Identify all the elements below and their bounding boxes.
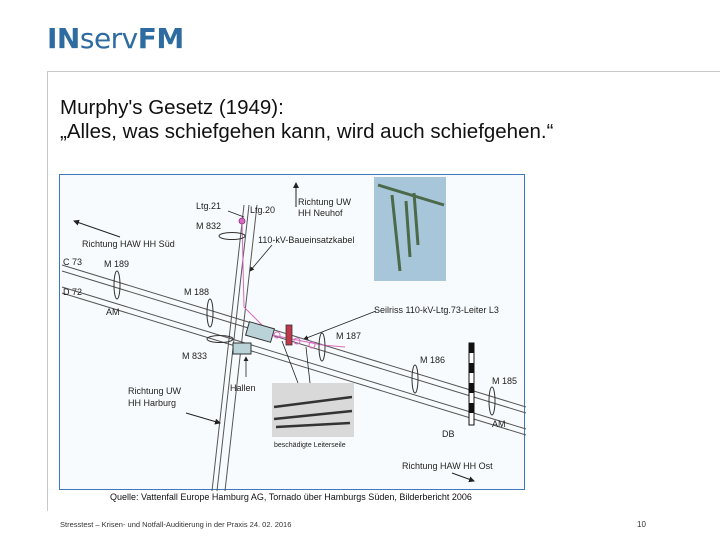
label-baueinsatzkabel: 110-kV-Baueinsatzkabel	[258, 235, 355, 245]
leader-ltg21	[228, 211, 244, 217]
arrow-uw-harburg	[186, 413, 220, 423]
break-marker	[286, 325, 292, 345]
label-richtung-uw-harburg-1: Richtung UW	[128, 386, 182, 396]
arrow-haw-ost	[452, 473, 474, 481]
label-d72: D 72	[63, 287, 83, 297]
railway-db-seg-2	[469, 363, 474, 373]
label-m186: M 186	[420, 355, 446, 365]
mast-m188	[207, 299, 213, 327]
photo-leiterseile	[272, 383, 354, 437]
label-richtung-uw-harburg-2: HH Harburg	[128, 398, 177, 408]
inservfm-logo	[47, 22, 184, 56]
label-m833: M 833	[182, 351, 208, 361]
mast-m832-point	[239, 218, 245, 224]
label-ltg20: Ltg.20	[250, 205, 276, 215]
title-line-2: „Alles, was schiefgehen kann, wird auch schiefgehen.“	[60, 120, 554, 143]
incident-diagram	[59, 174, 525, 490]
logo-prefix: IN	[47, 22, 80, 55]
mast-m185	[489, 387, 495, 415]
label-am-left: AM	[106, 307, 120, 317]
hallen-building-2	[233, 343, 251, 354]
label-c73: C 73	[63, 257, 83, 267]
left-divider	[47, 71, 48, 511]
photo-seilriss	[374, 177, 446, 281]
arrow-haw-sued	[74, 221, 120, 237]
label-hallen: Hallen	[230, 383, 256, 393]
label-beschaedigte-leiterseile: beschädigte Leiterseile	[274, 442, 346, 449]
mast-m832	[219, 233, 245, 240]
logo-middle: serv	[79, 22, 138, 55]
label-richtung-uw-neuhof-1: Richtung UW	[298, 197, 352, 207]
figure-caption: Quelle: Vattenfall Europe Hamburg AG, Tornado über Hamburgs Süden, Bilderbericht 2006	[110, 492, 472, 502]
logo-suffix: FM	[137, 22, 184, 55]
leader-leiterseile-2	[306, 347, 310, 383]
label-m187: M 187	[336, 331, 362, 341]
label-m185: M 185	[492, 376, 518, 386]
railway-db-seg-4	[469, 403, 474, 413]
label-richtung-haw-ost: Richtung HAW HH Ost	[402, 461, 493, 471]
label-m188: M 188	[184, 287, 210, 297]
label-db: DB	[442, 429, 455, 439]
footer-text: Stresstest – Krisen- und Notfall-Auditierung in der Praxis 24. 02. 2016	[60, 520, 292, 529]
diagram-canvas	[60, 175, 526, 491]
label-richtung-uw-neuhof-2: HH Neuhof	[298, 208, 343, 218]
label-m189: M 189	[104, 259, 130, 269]
page-number: 10	[637, 520, 646, 529]
mast-m187	[319, 333, 325, 361]
header-divider	[47, 71, 720, 72]
railway-db-seg-3	[469, 383, 474, 393]
title-line-1: Murphy's Gesetz (1949):	[60, 96, 284, 119]
leader-leiterseile-1	[282, 341, 298, 383]
railway-db-seg-1	[469, 343, 474, 353]
slide-title	[60, 96, 553, 144]
hallen-building-1	[246, 322, 275, 343]
label-richtung-haw-sued: Richtung HAW HH Süd	[82, 239, 175, 249]
mast-m189	[114, 271, 120, 299]
leader-baueinsatzkabel	[250, 245, 272, 271]
label-ltg21: Ltg.21	[196, 201, 222, 211]
label-am-right: AM	[492, 419, 506, 429]
label-m832: M 832	[196, 221, 222, 231]
label-seilriss: Seilriss 110-kV-Ltg.73-Leiter L3	[374, 305, 499, 315]
